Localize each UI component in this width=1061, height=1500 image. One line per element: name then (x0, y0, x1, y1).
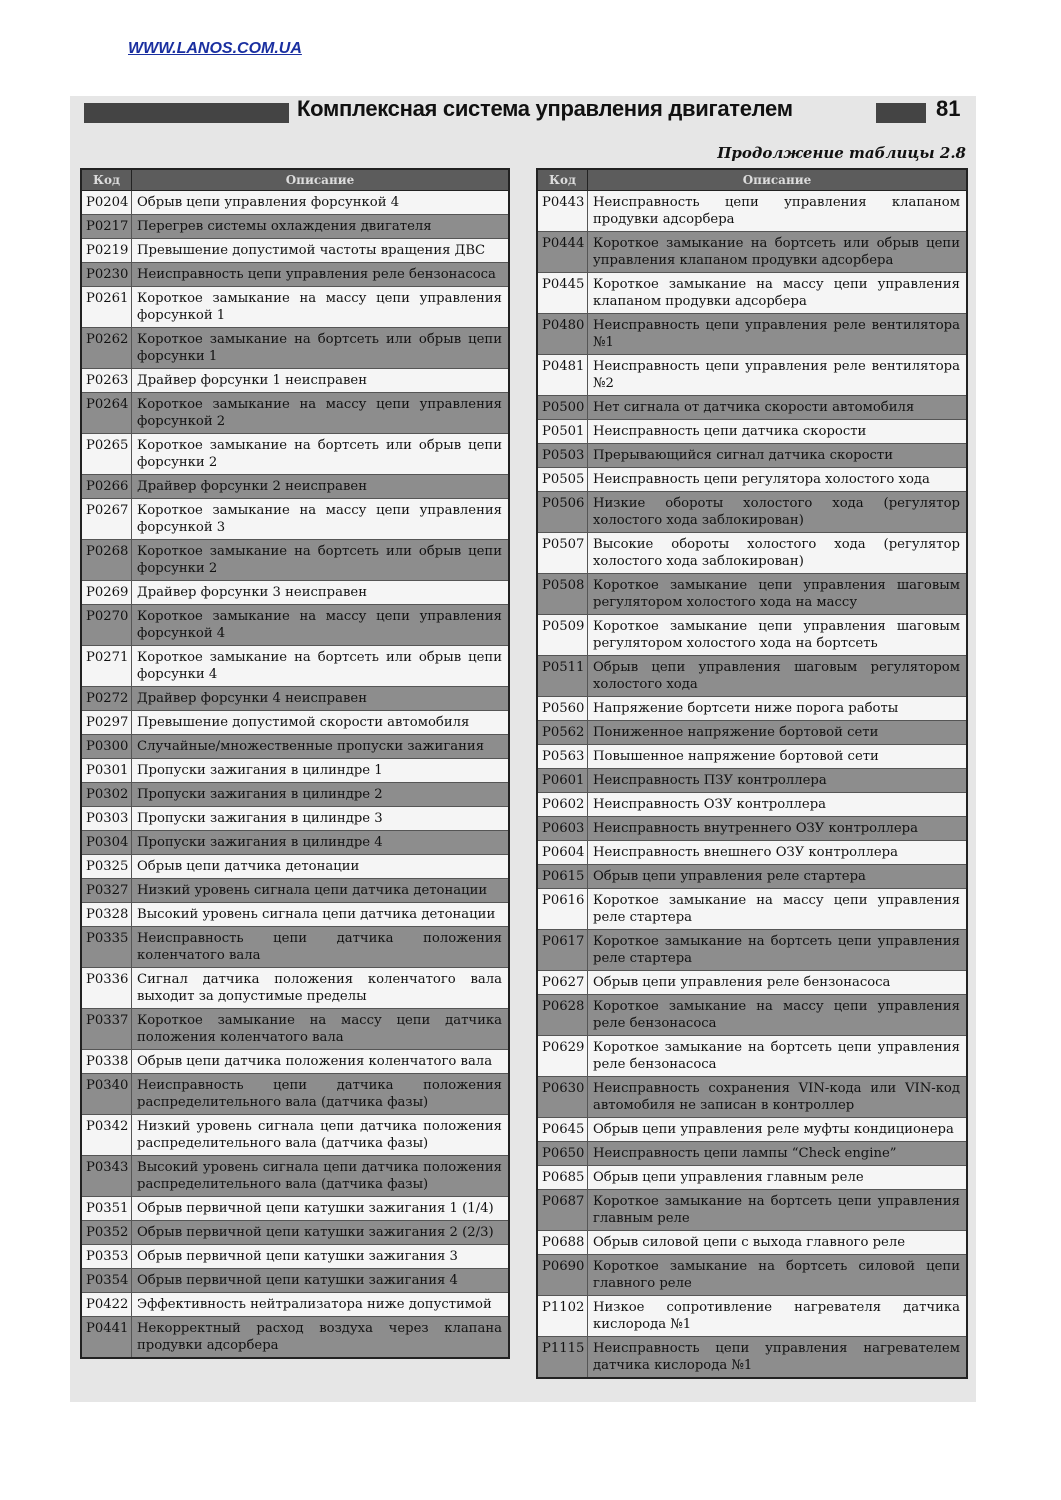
table-row (537, 1231, 967, 1255)
table-row (81, 1221, 509, 1245)
error-code-cell: P0303 (81, 807, 132, 831)
error-code-cell: P0511 (537, 656, 588, 697)
error-code-cell: P0230 (81, 263, 132, 287)
error-code-cell: P0261 (81, 287, 132, 328)
error-code-cell: P0297 (81, 711, 132, 735)
error-description-cell: Нет сигнала от датчика скорости автомобиля (588, 396, 968, 420)
table-row (81, 879, 509, 903)
table-row (81, 855, 509, 879)
error-description-cell: Короткое замыкание на массу цепи управления реле стартера (588, 889, 968, 930)
error-description-cell: Обрыв цепи управления реле бензонасоса (588, 971, 968, 995)
error-description-cell: Низкий уровень сигнала цепи датчика детонации (132, 879, 510, 903)
error-description-cell: Короткое замыкание на массу цепи управления клапаном продувки адсорбера (588, 273, 968, 314)
table-row (537, 889, 967, 930)
error-code-cell: P0444 (537, 232, 588, 273)
table-row (537, 1166, 967, 1190)
error-code-cell: P0560 (537, 697, 588, 721)
error-description-cell: Короткое замыкание цепи управления шаговым регулятором холостого хода на бортсеть (588, 615, 968, 656)
error-code-cell: P0353 (81, 1245, 132, 1269)
error-code-cell: P0563 (537, 745, 588, 769)
table-row (81, 434, 509, 475)
error-description-cell: Напряжение бортсети ниже порога работы (588, 697, 968, 721)
table-row (537, 1255, 967, 1296)
error-description-cell: Короткое замыкание на бортсеть цепи управления реле стартера (588, 930, 968, 971)
header-bar-left (84, 103, 289, 123)
table-row (81, 1293, 509, 1317)
table-row (81, 191, 509, 215)
error-code-cell: P0627 (537, 971, 588, 995)
error-description-cell: Неисправность внутреннего ОЗУ контроллера (588, 817, 968, 841)
error-code-cell: P0508 (537, 574, 588, 615)
error-description-cell: Неисправность цепи управления реле вентилятора №1 (588, 314, 968, 355)
error-description-cell: Низкое сопротивление нагревателя датчика кислорода №1 (588, 1296, 968, 1337)
error-code-cell: P0263 (81, 369, 132, 393)
error-description-cell: Обрыв первичной цепи катушки зажигания 1 (1/4) (132, 1197, 510, 1221)
error-description-cell: Обрыв первичной цепи катушки зажигания 4 (132, 1269, 510, 1293)
error-description-cell: Обрыв цепи датчика детонации (132, 855, 510, 879)
error-description-cell: Короткое замыкание на массу цепи управления форсункой 2 (132, 393, 510, 434)
table-row (81, 605, 509, 646)
table-row (537, 232, 967, 273)
error-description-cell: Короткое замыкание на бортсеть цепи управления реле бензонасоса (588, 1036, 968, 1077)
error-description-cell: Превышение допустимой частоты вращения ДВС (132, 239, 510, 263)
error-description-cell: Повышенное напряжение бортовой сети (588, 745, 968, 769)
table-row (81, 735, 509, 759)
error-description-cell: Неисправность цепи управления реле бензонасоса (132, 263, 510, 287)
error-description-cell: Короткое замыкание на бортсеть или обрыв цепи форсунки 1 (132, 328, 510, 369)
table-row (81, 1245, 509, 1269)
error-description-cell: Обрыв цепи управления форсункой 4 (132, 191, 510, 215)
error-description-cell: Короткое замыкание цепи управления шаговым регулятором холостого хода на массу (588, 574, 968, 615)
error-code-cell: P0501 (537, 420, 588, 444)
table-row (81, 687, 509, 711)
error-code-cell: P0445 (537, 273, 588, 314)
table-row (537, 1118, 967, 1142)
table-row (537, 656, 967, 697)
error-description-cell: Короткое замыкание на бортсеть цепи управления главным реле (588, 1190, 968, 1231)
table-row (81, 646, 509, 687)
code-column-header: Код (537, 169, 588, 191)
error-description-cell: Превышение допустимой скорости автомобиля (132, 711, 510, 735)
code-column-header: Код (81, 169, 132, 191)
error-description-cell: Неисправность цепи лампы “Check engine” (588, 1142, 968, 1166)
error-code-cell: P0302 (81, 783, 132, 807)
table-row (81, 1156, 509, 1197)
error-description-cell: Обрыв первичной цепи катушки зажигания 3 (132, 1245, 510, 1269)
error-code-cell: P0336 (81, 968, 132, 1009)
error-description-cell: Высокие обороты холостого хода (регулятор холостого хода заблокирован) (588, 533, 968, 574)
error-code-cell: P0337 (81, 1009, 132, 1050)
table-row (81, 831, 509, 855)
table-row (81, 393, 509, 434)
error-code-cell: P0217 (81, 215, 132, 239)
error-description-cell: Обрыв цепи управления реле стартера (588, 865, 968, 889)
error-code-cell: P0629 (537, 1036, 588, 1077)
table-row (537, 841, 967, 865)
error-code-cell: P0503 (537, 444, 588, 468)
error-code-cell: P0352 (81, 1221, 132, 1245)
error-description-cell: Обрыв первичной цепи катушки зажигания 2 (2/3) (132, 1221, 510, 1245)
description-column-header: Описание (132, 169, 510, 191)
error-description-cell: Драйвер форсунки 3 неисправен (132, 581, 510, 605)
error-description-cell: Неисправность цепи управления реле вентилятора №2 (588, 355, 968, 396)
error-description-cell: Драйвер форсунки 4 неисправен (132, 687, 510, 711)
error-code-cell: P0650 (537, 1142, 588, 1166)
error-description-cell: Короткое замыкание на бортсеть или обрыв цепи форсунки 2 (132, 540, 510, 581)
table-row (537, 721, 967, 745)
header-bar-right (876, 103, 926, 123)
error-code-cell: P0616 (537, 889, 588, 930)
error-code-cell: P0602 (537, 793, 588, 817)
error-description-cell: Короткое замыкание на массу цепи управления реле бензонасоса (588, 995, 968, 1036)
error-code-cell: P0264 (81, 393, 132, 434)
table-row (81, 263, 509, 287)
table-row (537, 396, 967, 420)
table-row (81, 499, 509, 540)
page-header-title: Комплексная система управления двигателем (297, 96, 793, 121)
error-description-cell: Неисправность ПЗУ контроллера (588, 769, 968, 793)
error-description-cell: Высокий уровень сигнала цепи датчика положения распределительного вала (датчика фазы) (132, 1156, 510, 1197)
table-row (537, 995, 967, 1036)
table-row (537, 533, 967, 574)
error-description-cell: Сигнал датчика положения коленчатого вала выходит за допустимые пределы (132, 968, 510, 1009)
site-link[interactable]: WWW.LANOS.COM.UA (128, 40, 302, 57)
table-row (537, 444, 967, 468)
table-row (81, 581, 509, 605)
error-description-cell: Короткое замыкание на бортсеть или обрыв цепи форсунки 2 (132, 434, 510, 475)
table-row (537, 1036, 967, 1077)
error-code-cell: P0422 (81, 1293, 132, 1317)
error-description-cell: Неисправность цепи датчика скорости (588, 420, 968, 444)
table-row (537, 971, 967, 995)
error-code-cell: P0268 (81, 540, 132, 581)
error-code-cell: P0354 (81, 1269, 132, 1293)
table-row (537, 697, 967, 721)
error-description-cell: Неисправность цепи датчика положения коленчатого вала (132, 927, 510, 968)
error-code-cell: P0688 (537, 1231, 588, 1255)
table-row (81, 1197, 509, 1221)
error-description-cell: Пропуски зажигания в цилиндре 3 (132, 807, 510, 831)
table-row (81, 968, 509, 1009)
error-code-cell: P0219 (81, 239, 132, 263)
error-code-cell: P0505 (537, 468, 588, 492)
table-row (537, 615, 967, 656)
error-code-cell: P1115 (537, 1337, 588, 1379)
error-code-cell: P0480 (537, 314, 588, 355)
error-code-cell: P0342 (81, 1115, 132, 1156)
error-description-cell: Эффективность нейтрализатора ниже допустимой (132, 1293, 510, 1317)
table-row (81, 328, 509, 369)
table-row (537, 1337, 967, 1379)
table-row (81, 903, 509, 927)
error-description-cell: Неисправность ОЗУ контроллера (588, 793, 968, 817)
error-description-cell: Обрыв цепи управления шаговым регулятором холостого хода (588, 656, 968, 697)
table-row (81, 239, 509, 263)
error-code-cell: P0617 (537, 930, 588, 971)
error-code-cell: P0507 (537, 533, 588, 574)
table-row (81, 711, 509, 735)
error-code-cell: P0690 (537, 1255, 588, 1296)
table-row (537, 1077, 967, 1118)
table-row (81, 215, 509, 239)
error-code-cell: P0262 (81, 328, 132, 369)
error-code-cell: P0266 (81, 475, 132, 499)
error-description-cell: Драйвер форсунки 2 неисправен (132, 475, 510, 499)
error-code-cell: P0441 (81, 1317, 132, 1359)
error-code-cell: P0500 (537, 396, 588, 420)
error-code-cell: P0325 (81, 855, 132, 879)
table-row (537, 574, 967, 615)
table-row (81, 287, 509, 328)
error-code-cell: P0604 (537, 841, 588, 865)
table-row (537, 865, 967, 889)
error-code-cell: P0304 (81, 831, 132, 855)
error-code-cell: P0351 (81, 1197, 132, 1221)
table-row (537, 468, 967, 492)
error-description-cell: Неисправность цепи управления клапаном продувки адсорбера (588, 191, 968, 232)
error-description-cell: Обрыв силовой цепи с выхода главного реле (588, 1231, 968, 1255)
error-code-cell: P0509 (537, 615, 588, 656)
table-row (81, 1074, 509, 1115)
error-code-cell: P0628 (537, 995, 588, 1036)
error-code-cell: P0300 (81, 735, 132, 759)
table-row (81, 1115, 509, 1156)
error-code-cell: P0685 (537, 1166, 588, 1190)
error-description-cell: Короткое замыкание на бортсеть силовой цепи главного реле (588, 1255, 968, 1296)
error-description-cell: Короткое замыкание на массу цепи управления форсункой 1 (132, 287, 510, 328)
table-row (81, 1050, 509, 1074)
error-description-cell: Неисправность цепи датчика положения распределительного вала (датчика фазы) (132, 1074, 510, 1115)
error-description-cell: Пониженное напряжение бортовой сети (588, 721, 968, 745)
error-description-cell: Высокий уровень сигнала цепи датчика детонации (132, 903, 510, 927)
error-code-cell: P0335 (81, 927, 132, 968)
table-row (81, 783, 509, 807)
table-row (81, 759, 509, 783)
table-row (81, 1269, 509, 1293)
error-description-cell: Пропуски зажигания в цилиндре 2 (132, 783, 510, 807)
table-row (537, 355, 967, 396)
table-row (537, 420, 967, 444)
table-row (81, 369, 509, 393)
error-code-cell: P0267 (81, 499, 132, 540)
table-row (537, 273, 967, 314)
table-row (81, 1009, 509, 1050)
error-description-cell: Обрыв цепи управления главным реле (588, 1166, 968, 1190)
error-code-cell: P0271 (81, 646, 132, 687)
error-code-cell: P0327 (81, 879, 132, 903)
error-description-cell: Некорректный расход воздуха через клапана продувки адсорбера (132, 1317, 510, 1359)
error-description-cell: Случайные/множественные пропуски зажигания (132, 735, 510, 759)
error-code-cell: P1102 (537, 1296, 588, 1337)
error-description-cell: Низкий уровень сигнала цепи датчика положения распределительного вала (датчика фазы) (132, 1115, 510, 1156)
error-description-cell: Драйвер форсунки 1 неисправен (132, 369, 510, 393)
error-description-cell: Короткое замыкание на массу цепи управления форсункой 3 (132, 499, 510, 540)
error-codes-table-left (80, 168, 510, 1359)
error-code-cell: P0328 (81, 903, 132, 927)
error-description-cell: Короткое замыкание на бортсеть или обрыв цепи форсунки 4 (132, 646, 510, 687)
table-row (81, 540, 509, 581)
error-description-cell: Пропуски зажигания в цилиндре 1 (132, 759, 510, 783)
table-row (537, 745, 967, 769)
error-description-cell: Неисправность цепи регулятора холостого хода (588, 468, 968, 492)
error-description-cell: Обрыв цепи управления реле муфты кондиционера (588, 1118, 968, 1142)
error-description-cell: Перегрев системы охлаждения двигателя (132, 215, 510, 239)
error-code-cell: P0645 (537, 1118, 588, 1142)
error-description-cell: Пропуски зажигания в цилиндре 4 (132, 831, 510, 855)
error-description-cell: Короткое замыкание на массу цепи управления форсункой 4 (132, 605, 510, 646)
error-description-cell: Неисправность цепи управления нагревателем датчика кислорода №1 (588, 1337, 968, 1379)
error-code-cell: P0301 (81, 759, 132, 783)
error-codes-table-right (536, 168, 968, 1379)
table-row (537, 314, 967, 355)
error-code-cell: P0269 (81, 581, 132, 605)
error-description-cell: Короткое замыкание на бортсеть или обрыв цепи управления клапаном продувки адсорбера (588, 232, 968, 273)
error-description-cell: Низкие обороты холостого хода (регулятор холостого хода заблокирован) (588, 492, 968, 533)
error-code-cell: P0265 (81, 434, 132, 475)
table-row (537, 191, 967, 232)
table-row (537, 1296, 967, 1337)
error-code-cell: P0338 (81, 1050, 132, 1074)
page-number: 81 (936, 96, 961, 121)
error-code-cell: P0687 (537, 1190, 588, 1231)
error-description-cell: Неисправность внешнего ОЗУ контроллера (588, 841, 968, 865)
error-code-cell: P0506 (537, 492, 588, 533)
error-description-cell: Прерывающийся сигнал датчика скорости (588, 444, 968, 468)
error-code-cell: P0601 (537, 769, 588, 793)
error-code-cell: P0340 (81, 1074, 132, 1115)
error-code-cell: P0204 (81, 191, 132, 215)
table-row (537, 1142, 967, 1166)
table-row (81, 1317, 509, 1359)
description-column-header: Описание (588, 169, 968, 191)
error-code-cell: P0270 (81, 605, 132, 646)
error-description-cell: Неисправность сохранения VIN-кода или VIN-код автомобиля не записан в контроллер (588, 1077, 968, 1118)
table-row (537, 817, 967, 841)
table-row (81, 927, 509, 968)
error-code-cell: P0562 (537, 721, 588, 745)
table-row (537, 930, 967, 971)
error-code-cell: P0630 (537, 1077, 588, 1118)
table-row (81, 475, 509, 499)
error-description-cell: Короткое замыкание на массу цепи датчика положения коленчатого вала (132, 1009, 510, 1050)
table-row (537, 1190, 967, 1231)
table-row (537, 769, 967, 793)
error-code-cell: P0443 (537, 191, 588, 232)
table-row (81, 807, 509, 831)
table-row (537, 793, 967, 817)
error-description-cell: Обрыв цепи датчика положения коленчатого вала (132, 1050, 510, 1074)
error-code-cell: P0481 (537, 355, 588, 396)
error-code-cell: P0272 (81, 687, 132, 711)
error-code-cell: P0343 (81, 1156, 132, 1197)
table-row (537, 492, 967, 533)
error-code-cell: P0615 (537, 865, 588, 889)
error-code-cell: P0603 (537, 817, 588, 841)
table-continuation-label: Продолжение таблицы 2.8 (717, 144, 966, 162)
